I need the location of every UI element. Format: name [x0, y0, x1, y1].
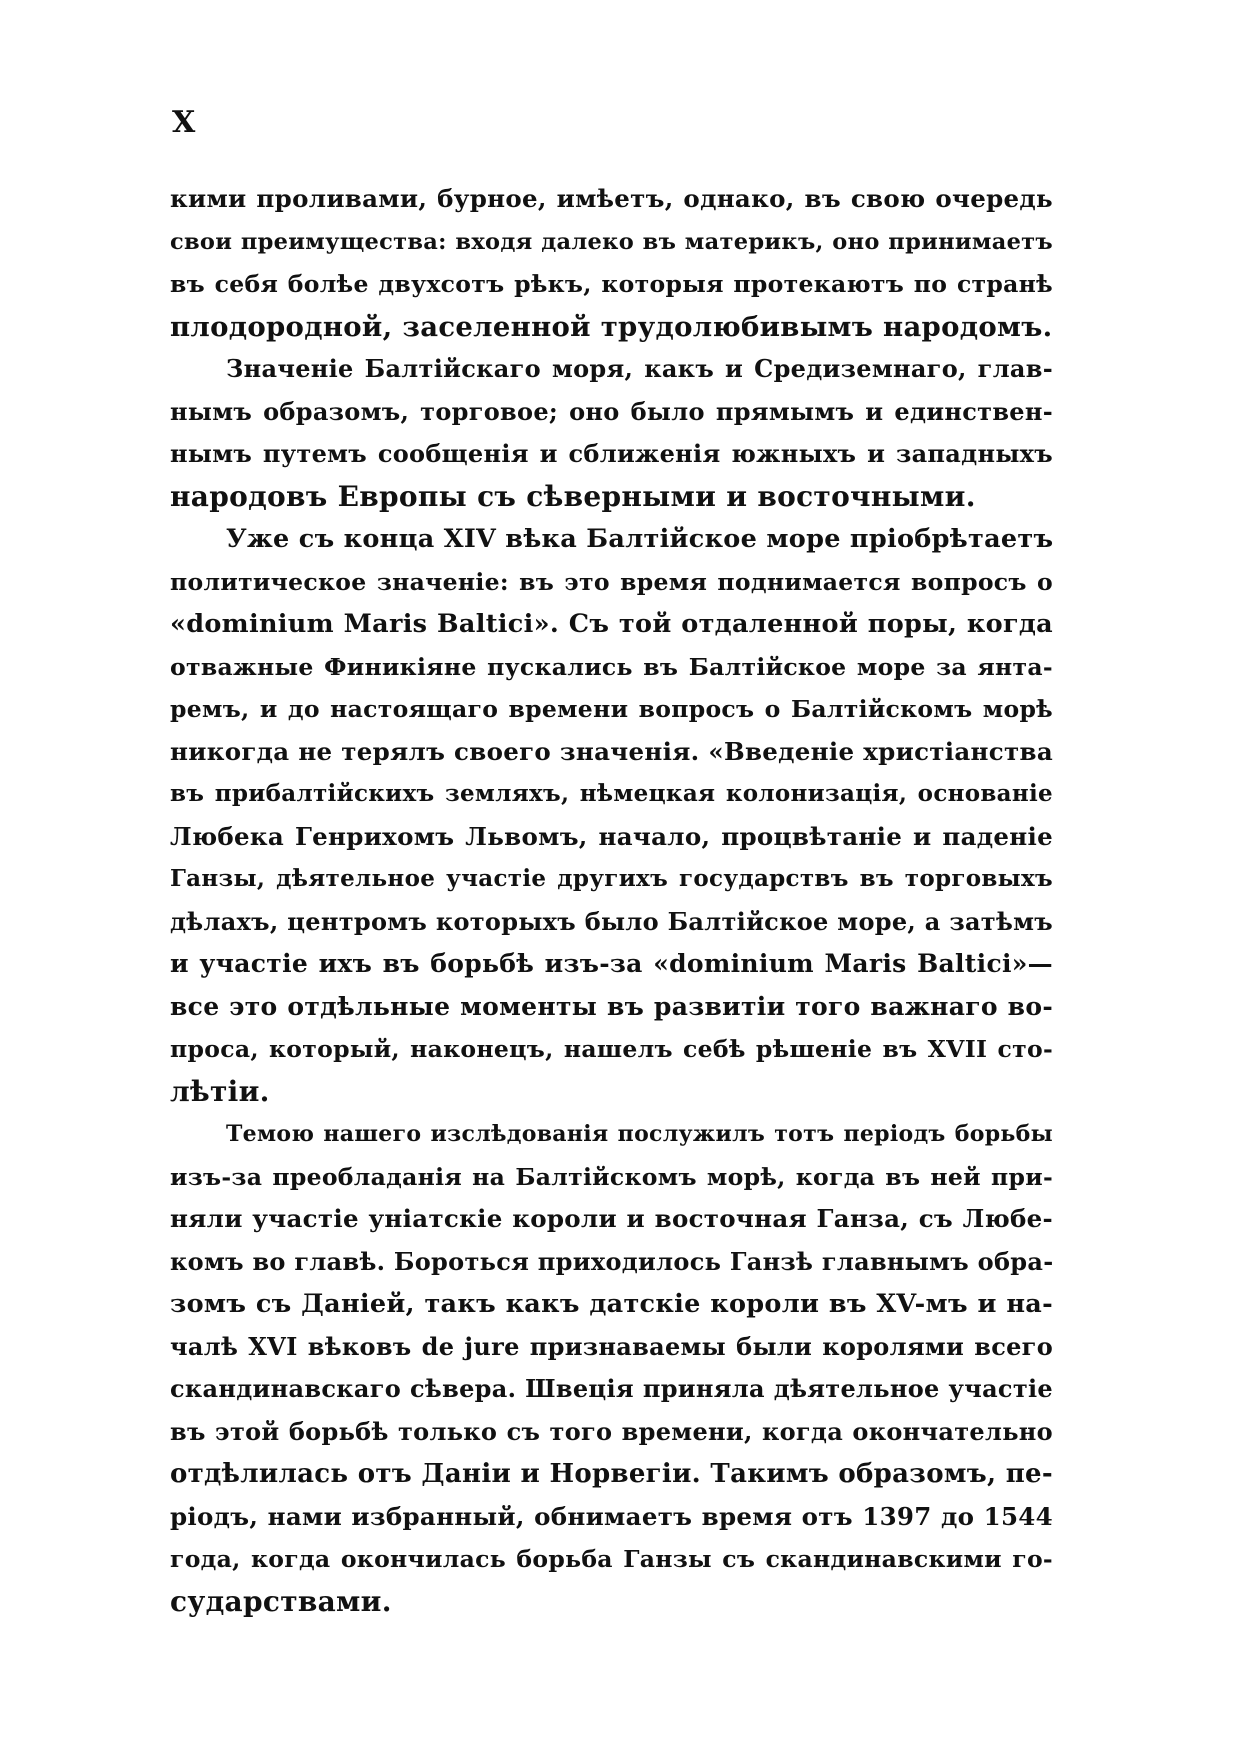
paragraph-3 [170, 518, 1053, 1113]
text-line: отважные Финикіяне пускались въ Балтійское море за янта- [170, 652, 1053, 681]
text-line: отдѣлилась отъ Даніи и Норвегіи. Такимъ образомъ, пе- [170, 1459, 1053, 1489]
text-line: народовъ Европы съ сѣверными и восточными. [170, 479, 976, 513]
text-line: плодородной, заселенной трудолюбивымъ народомъ. [170, 310, 1053, 343]
text-line: Значеніе Балтійскаго моря, какъ и Средиземнаго, глав- [226, 354, 1053, 383]
text-line: года, когда окончилась борьба Ганзы съ скандинавскими го- [170, 1545, 1053, 1573]
paragraph-4 [170, 1113, 1053, 1623]
text-line: зомъ съ Даніей, такъ какъ датскіе короли въ XV-мъ и на- [170, 1289, 1053, 1319]
text-line: дѣлахъ, центромъ которыхъ было Балтійское море, а затѣмъ [170, 906, 1053, 936]
text-line: Ганзы, дѣятельное участіе другихъ государствъ въ торговыхъ [170, 865, 1053, 892]
paragraph-2 [170, 348, 1053, 518]
text-line: въ этой борьбѣ только съ того времени, когда окончательно [170, 1416, 1053, 1446]
text-line: скандинавскаго сѣвера. Швеція приняла дѣятельное участіе [170, 1374, 1053, 1403]
text-line: нымъ путемъ сообщенія и сближенія южныхъ и западныхъ [170, 439, 1053, 468]
text-line: ріодъ, нами избранный, обнимаетъ время отъ 1397 до 1544 [170, 1501, 1053, 1531]
text-line: «dominium Maris Baltici». Съ той отдаленной поры, когда [170, 609, 1053, 639]
paragraph-1 [170, 178, 1053, 348]
text-line: изъ-за преобладанія на Балтійскомъ морѣ, когда въ ней при- [170, 1162, 1053, 1191]
text-line: Уже съ конца XIV вѣка Балтійское море пріобрѣтаетъ [226, 524, 1054, 554]
text-line: проса, который, наконецъ, нашелъ себѣ рѣшеніе въ XVII сто- [170, 1035, 1053, 1063]
text-line: политическое значеніе: въ это время поднимается вопросъ о [170, 567, 1053, 596]
text-line: чалѣ XVI вѣковъ de jure признаваемы были королями всего [170, 1331, 1053, 1361]
body-text [170, 178, 1053, 1623]
text-line: ремъ, и до настоящаго времени вопросъ о Балтійскомъ морѣ [170, 695, 1053, 723]
text-line: и участіе ихъ въ борьбѣ изъ-за «dominium Maris Baltici»— [170, 949, 1053, 978]
text-line: все это отдѣльные моменты въ развитіи того важнаго во- [170, 991, 1053, 1021]
text-line: свои преимущества: входя далеко въ материкъ, оно принимаетъ [170, 228, 1053, 255]
text-line: сударствами. [170, 1584, 392, 1618]
text-line: нымъ образомъ, торговое; оно было прямымъ и единствен- [170, 396, 1053, 426]
text-line: кими проливами, бурное, имѣетъ, однако, въ свою очередь [170, 184, 1053, 213]
text-line: комъ во главѣ. Бороться приходилось Ганзѣ главнымъ обра- [170, 1246, 1054, 1276]
text-line: Темою нашего изслѣдованія послужилъ тотъ періодъ борьбы [226, 1121, 1053, 1147]
text-line: въ прибалтійскихъ земляхъ, нѣмецкая колонизація, основаніе [170, 780, 1053, 807]
text-line: никогда не терялъ своего значенія. «Введеніе христіанства [170, 736, 1053, 766]
text-line: въ себя болѣе двухсотъ рѣкъ, которыя протекаютъ по странѣ [170, 270, 1053, 298]
text-line: няли участіе уніатскіе короли и восточная Ганза, съ Любе- [170, 1204, 1053, 1233]
page-number: X [172, 105, 196, 140]
text-line: Любека Генрихомъ Львомъ, начало, процвѣтаніе и паденіе [170, 821, 1053, 851]
text-line: лѣтіи. [170, 1074, 270, 1108]
